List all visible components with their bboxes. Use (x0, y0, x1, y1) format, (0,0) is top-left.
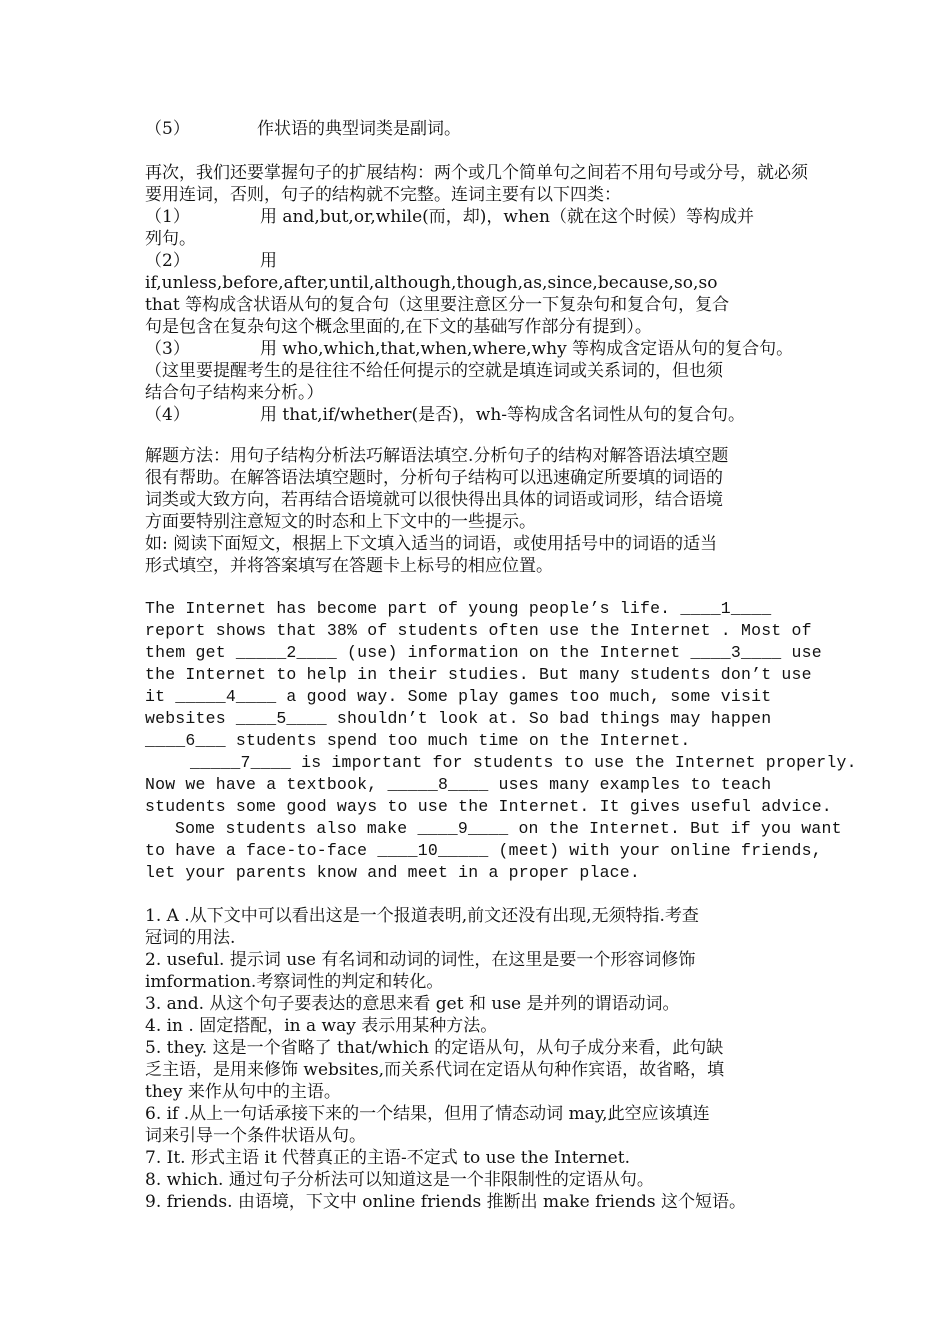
method-section (145, 445, 810, 577)
passage-line: ____6___ students spend too much time on the Internet. (145, 731, 691, 750)
extension-item-2-conjunctions: if,unless,before,after,until,although,though,as,since,because,so,so (145, 273, 718, 293)
passage-line: _____7____ is important for students to use the Internet properly. (190, 753, 857, 772)
passage-line: Some students also make ____9____ on the Internet. But if you want (175, 819, 842, 838)
answers-section (145, 905, 810, 1213)
passage-line: students some good ways to use the Internet. It gives useful advice. (145, 797, 832, 816)
passage-line: the Internet to help in their studies. But many students don’t use (145, 665, 812, 684)
item-number: （2） (145, 251, 190, 271)
extension-item-2-cont2: 句是包含在复杂句这个概念里面的,在下文的基础写作部分有提到）。 (145, 317, 652, 337)
extension-paragraph: 再次，我们还要掌握句子的扩展结构：两个或几个简单句之间若不用句号或分号，就必须要用连词，否则，句子的结构就不完整。连词主要有以下四类： (145, 163, 808, 205)
extension-item-2-cont1: that 等构成含状语从句的复合句（这里要注意区分一下复杂句和复合句，复合 (145, 295, 730, 315)
answer-line: 4. in . 固定搭配，in a way 表示用某种方法。 (145, 1016, 498, 1036)
item-number: （3） (145, 339, 190, 359)
item-number: （1） (145, 207, 190, 227)
cloze-passage (145, 598, 857, 884)
item-number: （4） (145, 405, 190, 425)
method-line: 词类或大致方向，若再结合语境就可以很快得出具体的词语或词形，结合语境 (145, 490, 723, 510)
passage-line: let your parents know and meet in a proper place. (145, 863, 640, 882)
method-line: 解题方法：用句子结构分析法巧解语法填空.分析句子的结构对解答语法填空题 (145, 446, 729, 466)
answer-line: 7. It. 形式主语 it 代替真正的主语-不定式 to use the Internet. (145, 1148, 630, 1168)
extension-item-1 (145, 206, 810, 228)
answer-line: 1. A .从下文中可以看出这是一个报道表明,前文还没有出现,无须特指.考查 (145, 906, 699, 926)
answer-line: 2. useful. 提示词 use 有名词和动词的词性，在这里是要一个形容词修饰 (145, 950, 696, 970)
answer-line: 词来引导一个条件状语从句。 (145, 1126, 366, 1146)
passage-line: The Internet has become part of young people’s life. ____1____ (145, 599, 772, 618)
method-line: 形式填空，并将答案填写在答题卡上标号的相应位置。 (145, 556, 553, 576)
extension-item-3-cont2: 结合句子结构来分析。） (145, 383, 324, 403)
extension-section (145, 162, 810, 426)
method-line: 如: 阅读下面短文，根据上下文填入适当的词语，或使用括号中的词语的适当 (145, 534, 718, 554)
extension-item-3-cont1: （这里要提醒考生的是往往不给任何提示的空就是填连词或关系词的，但也须 (145, 361, 723, 381)
method-line: 方面要特别注意短文的时态和上下文中的一些提示。 (145, 512, 536, 532)
passage-line: them get _____2____ (use) information on the Internet ____3____ use (145, 643, 822, 662)
answer-line: 8. which. 通过句子分析法可以知道这是一个非限制性的定语从句。 (145, 1170, 654, 1190)
item-text: 作状语的典型词类是副词。 (257, 119, 461, 139)
item-text: 用 who,which,that,when,where,why 等构成含定语从句的复合句。 (260, 339, 794, 359)
intro-item-5 (145, 118, 810, 140)
passage-line: to have a face-to-face ____10_____ (meet) with your online friends, (145, 841, 822, 860)
item-text: 用 (260, 251, 277, 271)
item-number: （5） (145, 119, 190, 139)
answer-line: they 来作从句中的主语。 (145, 1082, 341, 1102)
answer-line: 6. if .从上一句话承接下来的一个结果，但用了情态动词 may,此空应该填连 (145, 1104, 710, 1124)
extension-item-3 (145, 338, 810, 360)
passage-line: websites ____5____ shouldn’t look at. So bad things may happen (145, 709, 772, 728)
item-text: 用 that,if/whether(是否)，wh-等构成含名词性从句的复合句。 (260, 405, 746, 425)
answer-line: 冠词的用法. (145, 928, 236, 948)
passage-line: report shows that 38% of students often use the Internet . Most of (145, 621, 812, 640)
answer-line: 5. they. 这是一个省略了 that/which 的定语从句，从句子成分来看，此句缺 (145, 1038, 724, 1058)
item-text: 用 and,but,or,while(而，却)，when（就在这个时候）等构成并 (260, 207, 754, 227)
extension-item-1-cont: 列句。 (145, 229, 196, 249)
extension-item-4 (145, 404, 810, 426)
passage-line: Now we have a textbook, _____8____ uses many examples to teach (145, 775, 772, 794)
answer-line: 3. and. 从这个句子要表达的意思来看 get 和 use 是并列的谓语动词。 (145, 994, 680, 1014)
method-line: 很有帮助。在解答语法填空题时，分析句子结构可以迅速确定所要填的词语的 (145, 468, 723, 488)
extension-item-2 (145, 250, 810, 272)
passage-line: it _____4____ a good way. Some play games too much, some visit (145, 687, 772, 706)
answer-line: 9. friends. 由语境，下文中 online friends 推断出 make friends 这个短语。 (145, 1192, 746, 1212)
answer-line: 乏主语，是用来修饰 websites,而关系代词在定语从句种作宾语，故省略，填 (145, 1060, 725, 1080)
answer-line: imformation.考察词性的判定和转化。 (145, 972, 444, 992)
